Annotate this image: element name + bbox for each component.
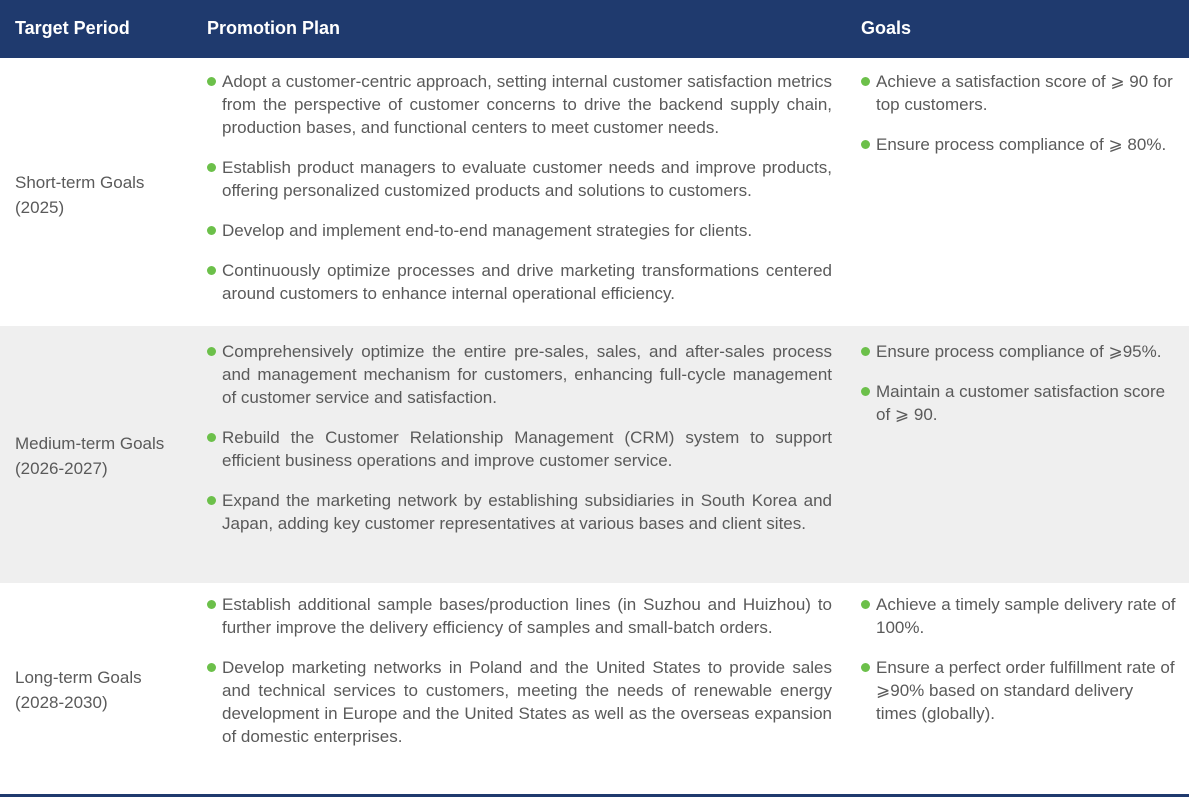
bullet-icon — [861, 140, 870, 149]
goal-item: Achieve a satisfaction score of ⩾ 90 for top customers. — [861, 70, 1176, 116]
plan-item: Adopt a customer-centric approach, setting internal customer satisfaction metrics from the perspective of customer concerns to drive the backend supply chain, production bases, and functional centers to meet customer needs. — [207, 70, 832, 139]
table-row-short-term — [0, 58, 1189, 326]
bullet-icon — [861, 347, 870, 356]
plan-item: Comprehensively optimize the entire pre-sales, sales, and after-sales process and management mechanism for customers, enhancing full-cycle management of customer service and satisfaction. — [207, 340, 832, 409]
bullet-icon — [207, 433, 216, 442]
bullet-icon — [861, 663, 870, 672]
plan-item: Expand the marketing network by establishing subsidiaries in South Korea and Japan, adding key customer representatives at various bases and client sites. — [207, 489, 832, 535]
goals-cell — [861, 340, 1176, 443]
plan-item: Develop and implement end-to-end management strategies for clients. — [207, 219, 832, 242]
table-header — [0, 0, 1189, 58]
plan-cell — [207, 70, 832, 322]
bullet-icon — [207, 266, 216, 275]
bullet-icon — [207, 496, 216, 505]
period-label: Medium-term Goals — [15, 434, 165, 453]
bullet-icon — [207, 600, 216, 609]
period-cell — [15, 665, 142, 715]
period-cell — [15, 431, 164, 481]
bullet-icon — [861, 77, 870, 86]
goals-cell — [861, 70, 1176, 173]
plan-cell — [207, 593, 832, 765]
bullet-icon — [207, 226, 216, 235]
period-label: Long-term Goals — [15, 668, 142, 687]
period-cell — [15, 170, 144, 220]
bullet-icon — [861, 600, 870, 609]
bullet-icon — [861, 387, 870, 396]
goal-item: Ensure process compliance of ⩾ 80%. — [861, 133, 1176, 156]
period-years: (2026-2027) — [15, 459, 108, 478]
header-promotion-plan: Promotion Plan — [207, 18, 341, 38]
bullet-icon — [207, 77, 216, 86]
header-target-period: Target Period — [15, 18, 130, 38]
goal-item: Ensure a perfect order fulfillment rate of ⩾90% based on standard delivery times (globally). — [861, 656, 1176, 725]
bullet-icon — [207, 163, 216, 172]
period-years: (2025) — [15, 198, 65, 217]
plan-item: Establish additional sample bases/production lines (in Suzhou and Huizhou) to further improve the delivery efficiency of samples and small-batch orders. — [207, 593, 832, 639]
header-goals: Goals — [861, 18, 912, 38]
plan-item: Develop marketing networks in Poland and the United States to provide sales and technical services to customers, meeting the needs of renewable energy development in Europe and the United States as well as the overseas expansion of domestic enterprises. — [207, 656, 832, 748]
period-years: (2028-2030) — [15, 693, 108, 712]
goal-item: Achieve a timely sample delivery rate of 100%. — [861, 593, 1176, 639]
bullet-icon — [207, 347, 216, 356]
table-row-long-term — [0, 583, 1189, 794]
plan-item: Establish product managers to evaluate customer needs and improve products, offering personalized customized products and solutions to customers. — [207, 156, 832, 202]
table-bottom-rule — [0, 794, 1189, 797]
goal-item: Maintain a customer satisfaction score of ⩾ 90. — [861, 380, 1176, 426]
plan-cell — [207, 340, 832, 552]
period-label: Short-term Goals — [15, 173, 145, 192]
goals-cell — [861, 593, 1176, 742]
goal-item: Ensure process compliance of ⩾95%. — [861, 340, 1176, 363]
plan-item: Rebuild the Customer Relationship Management (CRM) system to support efficient business operations and improve customer service. — [207, 426, 832, 472]
table-row-medium-term — [0, 326, 1189, 583]
bullet-icon — [207, 663, 216, 672]
plan-item: Continuously optimize processes and drive marketing transformations centered around customers to enhance internal operational efficiency. — [207, 259, 832, 305]
